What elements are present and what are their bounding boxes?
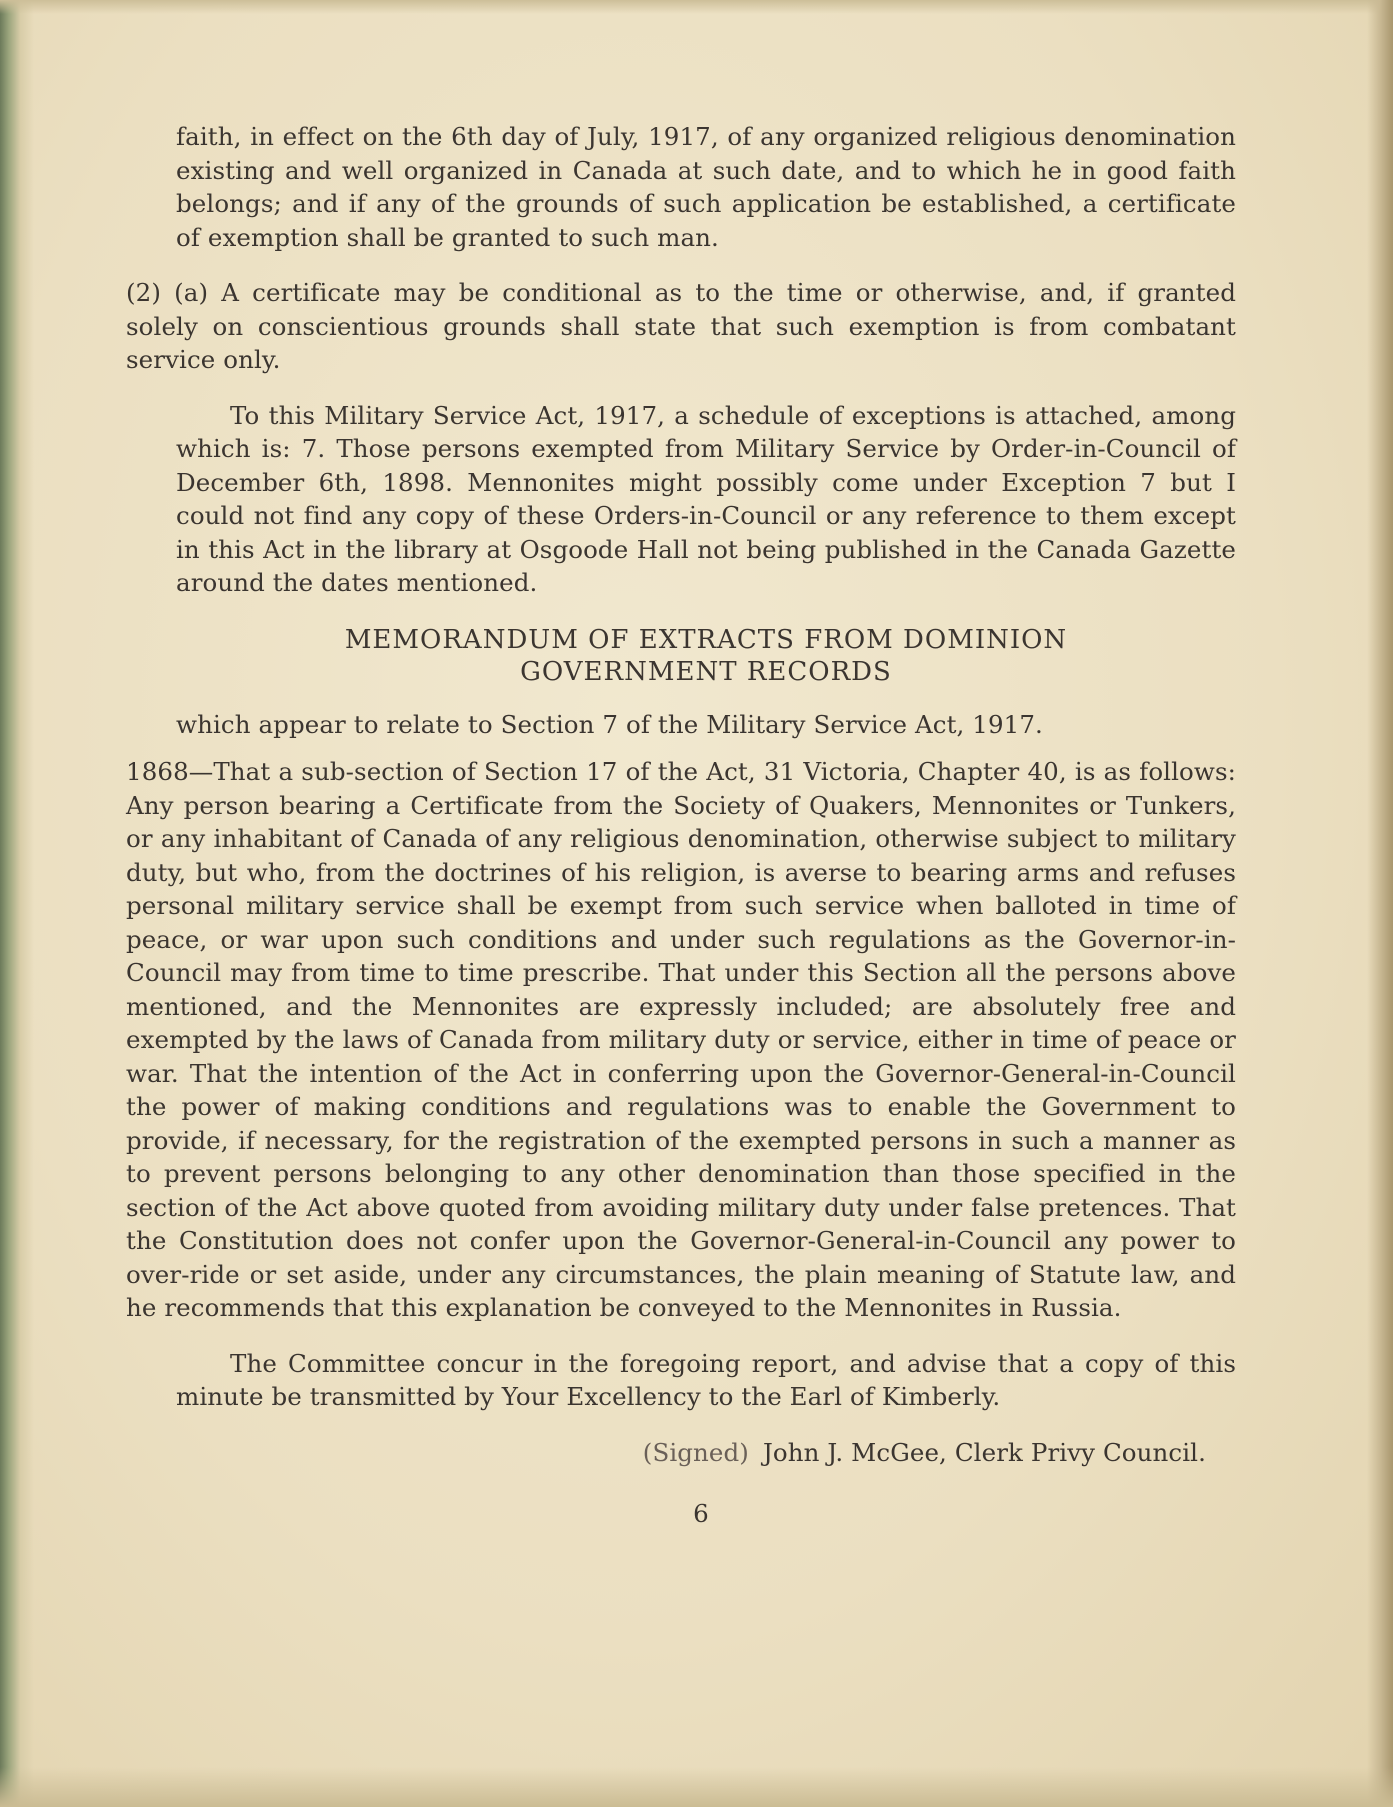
page-text	[126, 120, 1236, 1531]
right-page-edge	[1367, 0, 1393, 1807]
paragraph-committee: The Committee concur in the foregoing report, and advise that a copy of this minute be transmitted by Your Excellency to the Earl of Kimberly.	[176, 1348, 1236, 1411]
signature-prefix: (Signed)	[642, 1437, 749, 1467]
paragraph-faith: faith, in effect on the 6th day of July, 1917, of any organized religious denomination existing and well organized in Canada at such date, and to which he in good faith belongs; and if any of the grounds of such application be established, a certificate of exemption shall be granted to such man.	[176, 122, 1236, 252]
top-page-edge	[0, 0, 1393, 14]
paragraph-certificate-conditional: (2) (a) A certificate may be conditional as to the time or otherwise, and, if granted solely on conscientious grounds shall state that such exemption is from combatant service only.	[126, 278, 1236, 374]
memorandum-heading-line2: GOVERNMENT RECORDS	[520, 656, 892, 687]
memorandum-heading-line1: MEMORANDUM OF EXTRACTS FROM DOMINION	[344, 624, 1068, 655]
page-number: 6	[693, 1499, 709, 1528]
paragraph-1868: 1868—That a sub-section of Section 17 of the Act, 31 Victoria, Chapter 40, is as follows: Any person bearing a Certificate from the Society of Quakers, Mennonites or Tunkers, or any inhabitant of Canada of any religious denomination, otherwise subject to military duty, but who, from the doctrines of his religion, is averse to bearing arms and refuses personal military service shall be exempt from such service when balloted in time of peace, or war upon such conditions and under such regulations as the Governor-in-Council may from time to time prescribe. That under this Section all the persons above mentioned, and the Mennonites are expressly included; are absolutely free and exempted by the laws of Canada from military duty or service, either in time of peace or war. That the intention of the Act in conferring upon the Governor-General-in-Council the power of making conditions and regulations was to enable the Government to provide, if necessary, for the registration of the exempted persons in such a manner as to prevent persons belonging to any other denomination than those specified in the section of the Act above quoted from avoiding military duty under false pretences. That the Constitution does not confer upon the Governor-General-in-Council any power to over-ride or set aside, under any circumstances, the plain meaning of Statute law, and he recommends that this explanation be conveyed to the Mennonites in Russia.	[126, 757, 1236, 1322]
bottom-page-edge	[0, 1767, 1393, 1807]
memorandum-heading	[176, 624, 1236, 688]
signature-line	[176, 1436, 1236, 1470]
paragraph-military-service-act: To this Military Service Act, 1917, a schedule of exceptions is attached, among which is: 7. Those persons exempted from Military Service by Order-in-Council of December 6th, 1898. Mennonites might possibly come under Exception 7 but I could not find any copy of these Orders-in-Council or any reference to them except in this Act in the library at Osgoode Hall not being published in the Canada Gazette around the dates mentioned.	[176, 400, 1236, 597]
memorandum-subheading: which appear to relate to Section 7 of the Military Service Act, 1917.	[176, 709, 1043, 739]
signature-text: John J. McGee, Clerk Privy Council.	[762, 1437, 1206, 1467]
binding-spine	[0, 0, 34, 1807]
